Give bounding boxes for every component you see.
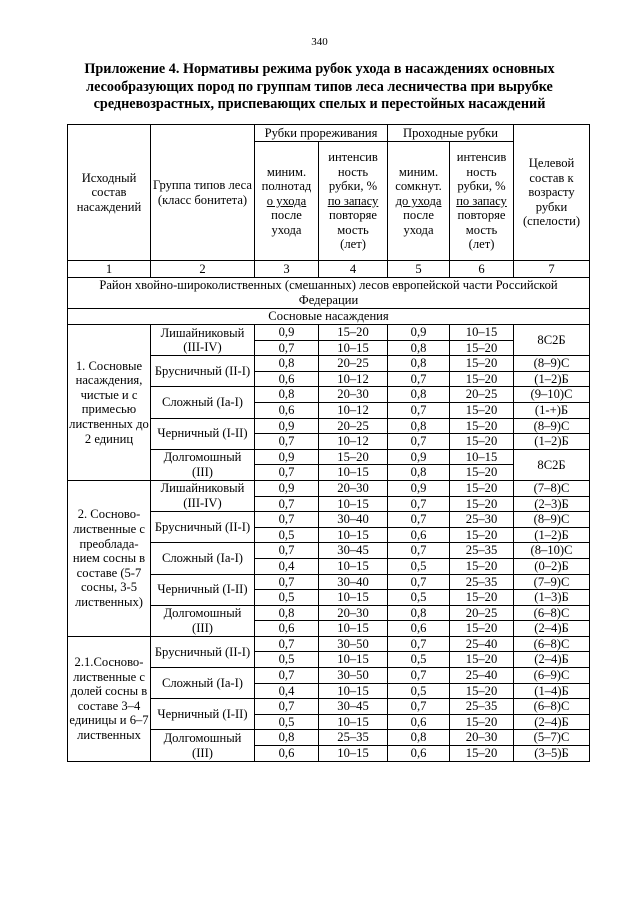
table-cell: 10–15 [319, 590, 388, 606]
table-cell: 10–12 [319, 402, 388, 418]
table-cell: 15–20 [450, 434, 514, 450]
table-cell: 0,9 [388, 449, 450, 465]
page-number: 340 [311, 36, 328, 48]
table-cell: 15–20 [450, 652, 514, 668]
forest-type: Лишайниковый (III-IV) [151, 480, 255, 511]
table-cell: 0,7 [255, 465, 319, 481]
table-cell: 0,7 [255, 668, 319, 684]
table-cell: 20–30 [319, 605, 388, 621]
table-cell: 15–20 [450, 683, 514, 699]
table-cell: 0,8 [255, 730, 319, 746]
table-cell: 0,5 [255, 652, 319, 668]
target-composition: (6–8)С [514, 605, 590, 621]
table-cell: 30–50 [319, 668, 388, 684]
table-cell: 20–25 [319, 356, 388, 372]
table-cell: 25–35 [450, 574, 514, 590]
header-source-composition: Исходный состав насаждений [68, 125, 151, 261]
table-cell: 10–12 [319, 371, 388, 387]
table-cell: 0,5 [255, 527, 319, 543]
table-cell: 0,7 [388, 636, 450, 652]
table-cell: 15–20 [450, 480, 514, 496]
table-cell: 0,8 [255, 356, 319, 372]
target-composition: (1–2)Б [514, 527, 590, 543]
target-composition: (2–4)Б [514, 621, 590, 637]
table-cell: 10–15 [319, 340, 388, 356]
target-composition: (1–3)Б [514, 590, 590, 606]
table-cell: 15–20 [450, 465, 514, 481]
table-cell: 25–40 [450, 668, 514, 684]
table-cell: 0,9 [388, 325, 450, 341]
target-composition: (5–7)С [514, 730, 590, 746]
forest-type: Черничный (I-II) [151, 699, 255, 730]
table-cell: 25–35 [319, 730, 388, 746]
table-cell: 0,8 [388, 387, 450, 403]
table-cell: 30–45 [319, 543, 388, 559]
header-pass-intensity [450, 142, 514, 261]
table-cell: 0,7 [255, 434, 319, 450]
header-line: повторяе [329, 208, 377, 223]
column-number: 1 [68, 261, 151, 278]
table-cell: 10–12 [319, 434, 388, 450]
table-cell: 0,4 [255, 683, 319, 699]
table-cell: 30–40 [319, 512, 388, 528]
forest-type: Долгомошный (III) [151, 730, 255, 761]
forest-type: Долгомошный (III) [151, 449, 255, 480]
table-cell: 10–15 [450, 325, 514, 341]
table-cell: 0,7 [388, 574, 450, 590]
table-cell: 15–20 [450, 418, 514, 434]
target-composition: (8–10)С [514, 543, 590, 559]
page-title: Приложение 4. Нормативы режима рубок ухода в насаждениях основных лесообразующих пород по группам типов леса лесничества при вырубке средневозрастных, приспевающих спелых и перестойных насаждений [84, 61, 555, 112]
table-cell: 0,9 [255, 325, 319, 341]
forest-type: Сложный (Ia-I) [151, 668, 255, 699]
table-cell: 0,6 [388, 621, 450, 637]
column-number: 6 [450, 261, 514, 278]
table-cell: 0,7 [255, 636, 319, 652]
header-line: после [403, 208, 434, 223]
table-cell: 0,6 [255, 621, 319, 637]
target-composition: (3–5)Б [514, 746, 590, 762]
table-cell: 0,7 [388, 699, 450, 715]
forest-type: Брусничный (II-I) [151, 356, 255, 387]
norms-table-body [68, 125, 590, 762]
table-cell: 0,7 [388, 371, 450, 387]
header-line: повторяе [457, 208, 506, 223]
table-cell: 15–20 [450, 496, 514, 512]
table-cell: 0,5 [255, 590, 319, 606]
table-cell: 10–15 [319, 746, 388, 762]
table-cell: 0,6 [255, 402, 319, 418]
target-composition: (8–9)С [514, 356, 590, 372]
table-cell: 20–25 [450, 387, 514, 403]
table-cell: 0,9 [388, 480, 450, 496]
target-composition: (6–8)С [514, 699, 590, 715]
target-composition: 8С2Б [514, 325, 590, 356]
table-cell: 15–20 [319, 325, 388, 341]
table-cell: 0,6 [255, 371, 319, 387]
table-cell: 0,5 [388, 558, 450, 574]
target-composition: (9–10)С [514, 387, 590, 403]
header-line: ухода [403, 222, 434, 237]
table-cell: 0,5 [388, 683, 450, 699]
forest-type: Сложный (Ia-I) [151, 543, 255, 574]
table-row [68, 480, 590, 496]
header-line: ухода [271, 222, 302, 237]
table-cell: 0,7 [255, 574, 319, 590]
table-cell: 10–15 [319, 683, 388, 699]
table-cell: 15–20 [450, 590, 514, 606]
table-cell: 0,7 [255, 512, 319, 528]
target-composition: (6–9)С [514, 668, 590, 684]
table-cell: 15–20 [450, 527, 514, 543]
table-cell: 10–15 [319, 558, 388, 574]
table-cell: 0,7 [388, 434, 450, 450]
table-cell: 0,9 [255, 480, 319, 496]
table-cell: 20–25 [319, 418, 388, 434]
table-cell: 15–20 [450, 621, 514, 637]
header-line: о ухода [266, 193, 307, 208]
header-forest-type-group: Группа типов леса (класс бонитета) [151, 125, 255, 261]
table-cell: 15–20 [450, 746, 514, 762]
table-cell: 10–15 [319, 714, 388, 730]
column-number: 7 [514, 261, 590, 278]
table-cell: 0,7 [388, 402, 450, 418]
forest-type: Лишайниковый (III-IV) [151, 325, 255, 356]
header-thinning-group: Рубки прореживания [255, 125, 388, 142]
table-cell: 15–20 [450, 356, 514, 372]
table-cell: 10–15 [319, 496, 388, 512]
header-target-composition: Целевой состав к возрасту рубки (спелости) [514, 125, 590, 261]
group-label: 2.1.Сосново-лиственные с долей сосны в составе 3–4 единицы и 6–7 лиственных [68, 636, 151, 761]
target-composition: (2–4)Б [514, 714, 590, 730]
table-cell: 25–35 [450, 699, 514, 715]
table-cell: 0,7 [388, 512, 450, 528]
table-cell: 25–30 [450, 512, 514, 528]
header-thin-min-density [255, 142, 319, 261]
table-cell: 0,7 [255, 496, 319, 512]
table-cell: 0,8 [388, 340, 450, 356]
target-composition: (7–9)С [514, 574, 590, 590]
header-line: мость [465, 222, 498, 237]
table-row [68, 636, 590, 652]
table-cell: 20–25 [450, 605, 514, 621]
header-line: интенсив [456, 149, 507, 164]
table-cell: 0,4 [255, 558, 319, 574]
forest-type: Брусничный (II-I) [151, 636, 255, 667]
target-composition: (2–4)Б [514, 652, 590, 668]
header-pass-min-closure [388, 142, 450, 261]
table-cell: 0,9 [255, 449, 319, 465]
table-cell: 0,8 [255, 605, 319, 621]
header-line: по запасу [456, 193, 507, 208]
header-line: рубки, % [457, 179, 506, 194]
target-composition: (8–9)С [514, 512, 590, 528]
target-composition: (0–2)Б [514, 558, 590, 574]
table-cell: 0,8 [388, 418, 450, 434]
target-composition: 8С2Б [514, 449, 590, 480]
header-row [68, 125, 590, 142]
table-cell: 15–20 [450, 402, 514, 418]
table-cell: 20–30 [450, 730, 514, 746]
table-cell: 0,7 [255, 699, 319, 715]
forest-type: Брусничный (II-I) [151, 512, 255, 543]
table-cell: 0,8 [388, 465, 450, 481]
table-cell: 0,6 [388, 714, 450, 730]
column-number: 5 [388, 261, 450, 278]
subsection-row [68, 309, 590, 325]
table-cell: 0,5 [255, 714, 319, 730]
group-label: 1. Сосновые насаждения, чистые и с примесью лиственных до 2 единиц [68, 325, 151, 481]
target-composition: (1-+)Б [514, 402, 590, 418]
table-cell: 15–20 [450, 340, 514, 356]
table-cell: 25–35 [450, 543, 514, 559]
header-passage-group: Проходные рубки [388, 125, 514, 142]
table-cell: 0,5 [388, 652, 450, 668]
header-line: после [271, 208, 302, 223]
header-line: (лет) [340, 237, 366, 252]
target-composition: (8–9)С [514, 418, 590, 434]
table-cell: 15–20 [319, 449, 388, 465]
forest-type: Черничный (I-II) [151, 418, 255, 449]
target-composition: (7–8)С [514, 480, 590, 496]
table-cell: 0,9 [255, 418, 319, 434]
region-label: Район хвойно-широколиственных (смешанных) лесов европейской части Российской Федерации [68, 278, 590, 309]
table-cell: 0,8 [388, 356, 450, 372]
header-line: по запасу [327, 193, 379, 208]
table-row [68, 325, 590, 341]
header-line: ность [466, 164, 497, 179]
header-line: (лет) [468, 237, 495, 252]
table-cell: 15–20 [450, 558, 514, 574]
table-cell: 0,8 [388, 605, 450, 621]
table-cell: 0,7 [388, 496, 450, 512]
column-number: 4 [319, 261, 388, 278]
table-cell: 0,7 [255, 340, 319, 356]
table-cell: 10–15 [319, 465, 388, 481]
table-cell: 15–20 [450, 714, 514, 730]
target-composition: (2–3)Б [514, 496, 590, 512]
table-cell: 15–20 [450, 371, 514, 387]
table-cell: 0,7 [388, 668, 450, 684]
forest-type: Черничный (I-II) [151, 574, 255, 605]
header-line: миним. [266, 164, 307, 179]
header-line: ность [337, 164, 369, 179]
forest-type: Сложный (Ia-I) [151, 387, 255, 418]
header-line: рубки, % [328, 179, 378, 194]
table-cell: 10–15 [319, 652, 388, 668]
table-cell: 10–15 [319, 527, 388, 543]
table-cell: 10–15 [319, 621, 388, 637]
table-cell: 0,7 [388, 543, 450, 559]
table-cell: 30–40 [319, 574, 388, 590]
table-cell: 0,6 [388, 746, 450, 762]
table-cell: 20–30 [319, 480, 388, 496]
table-cell: 10–15 [450, 449, 514, 465]
header-line: интенсив [328, 149, 378, 164]
table-cell: 25–40 [450, 636, 514, 652]
table-cell: 30–45 [319, 699, 388, 715]
header-line: миним. [398, 164, 439, 179]
header-line: сомкнут. [395, 179, 442, 194]
region-row [68, 278, 590, 309]
table-cell: 0,8 [388, 730, 450, 746]
table-cell: 0,5 [388, 590, 450, 606]
header-line: полнотад [261, 179, 312, 194]
header-line: мость [337, 222, 369, 237]
target-composition: (1–2)Б [514, 371, 590, 387]
forest-type: Долгомошный (III) [151, 605, 255, 636]
table-cell: 30–50 [319, 636, 388, 652]
table-cell: 0,6 [388, 527, 450, 543]
table-cell: 0,8 [255, 387, 319, 403]
target-composition: (1–2)Б [514, 434, 590, 450]
table-cell: 0,7 [255, 543, 319, 559]
header-thin-intensity [319, 142, 388, 261]
table-cell: 0,6 [255, 746, 319, 762]
norms-table [67, 124, 590, 762]
header-line: до ухода [395, 193, 442, 208]
table-cell: 20–30 [319, 387, 388, 403]
target-composition: (1–4)Б [514, 683, 590, 699]
subsection-label: Сосновые насаждения [68, 309, 590, 325]
column-number-row [68, 261, 590, 278]
group-label: 2. Сосново-лиственные с преоблада-нием сосны в составе (5-7 сосны, 3-5 лиственных) [68, 480, 151, 636]
column-number: 3 [255, 261, 319, 278]
target-composition: (6–8)С [514, 636, 590, 652]
column-number: 2 [151, 261, 255, 278]
